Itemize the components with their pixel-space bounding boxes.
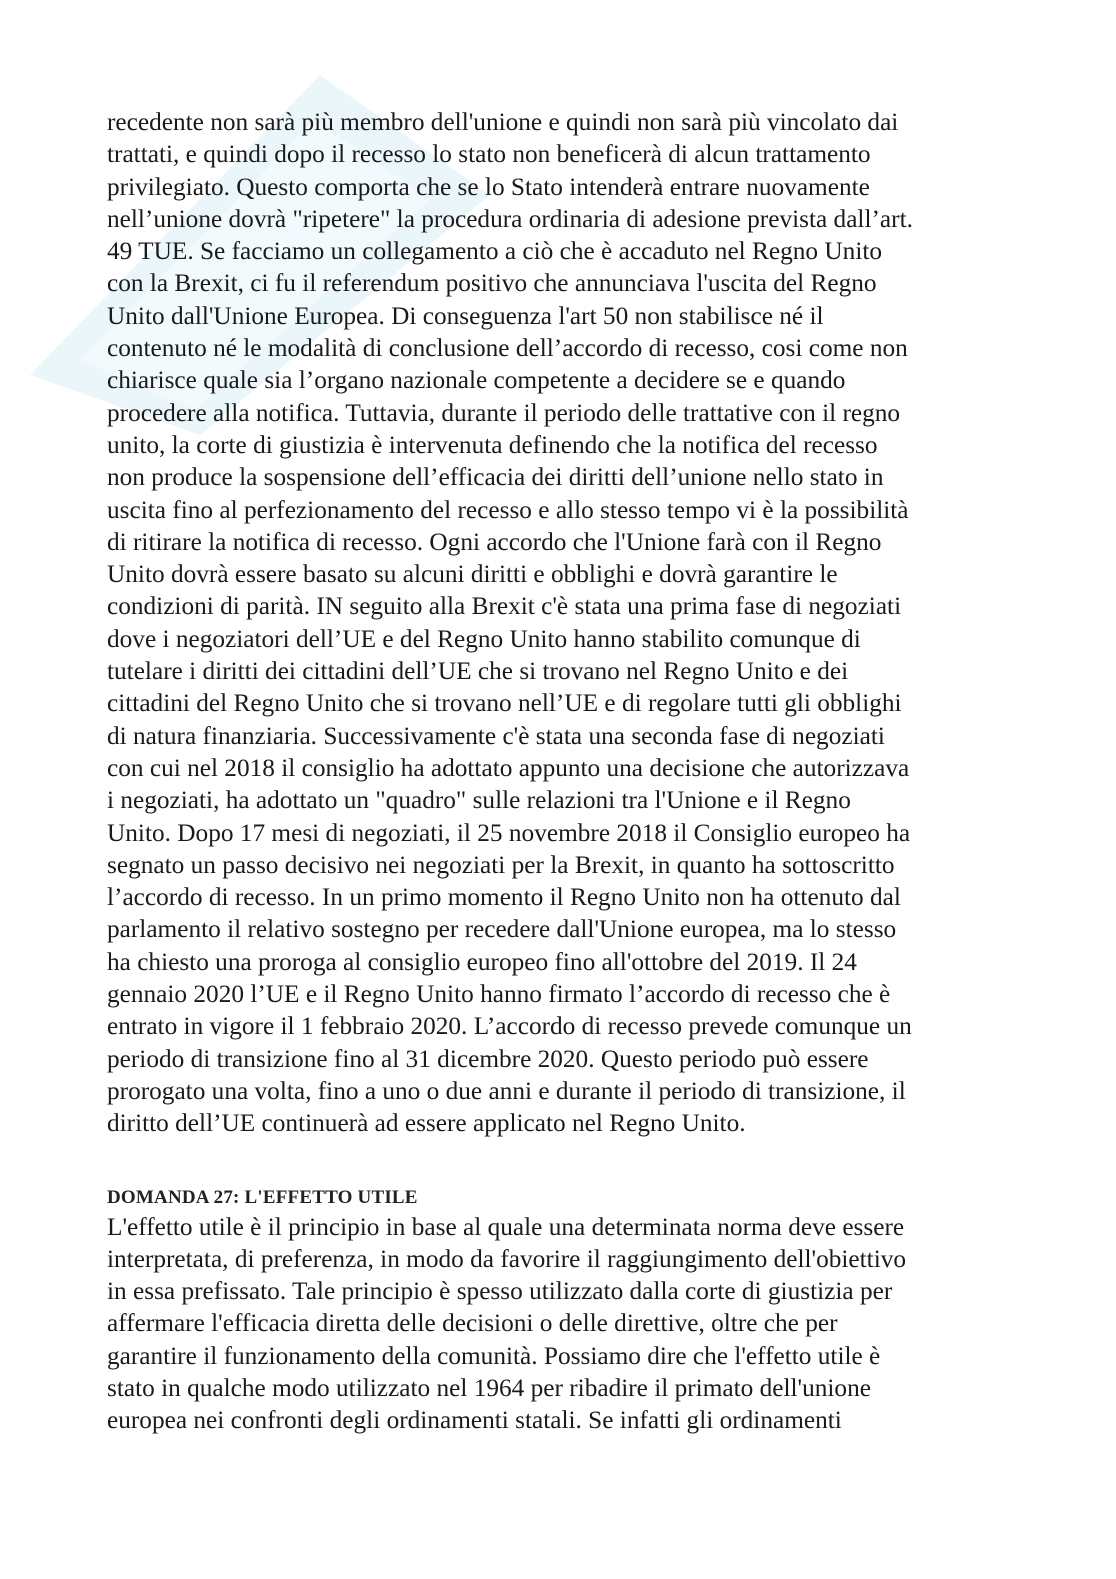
text-line: con cui nel 2018 il consiglio ha adottato appunto una decisione che autorizzava	[107, 753, 910, 782]
text-line: Unito dall'Unione Europea. Di conseguenza l'art 50 non stabilisce né il	[107, 301, 824, 330]
text-line: i negoziati, ha adottato un "quadro" sulle relazioni tra l'Unione e il Regno	[107, 786, 851, 815]
text-line: europea nei confronti degli ordinamenti statali. Se infatti gli ordinamenti	[107, 1406, 842, 1435]
text-line: unito, la corte di giustizia è intervenuta definendo che la notifica del recesso	[107, 430, 878, 459]
text-line: contenuto né le modalità di conclusione dell’accordo di recesso, cosi come non	[107, 334, 908, 363]
text-line: interpretata, di preferenza, in modo da favorire il raggiungimento dell'obiettivo	[107, 1244, 907, 1273]
text-line: dove i negoziatori dell’UE e del Regno Unito hanno stabilito comunque di	[107, 624, 861, 653]
text-line: l’accordo di recesso. In un primo momento il Regno Unito non ha ottenuto dal	[107, 883, 901, 912]
text-line: di natura finanziaria. Successivamente c'è stata una seconda fase di negoziati	[107, 721, 885, 750]
text-line: non produce la sospensione dell’efficacia dei diritti dell’unione nello stato in	[107, 463, 884, 492]
text-line: cittadini del Regno Unito che si trovano nell’UE e di regolare tutti gli obblighi	[107, 689, 902, 718]
text-line: ha chiesto una proroga al consiglio europeo fino all'ottobre del 2019. Il 24	[107, 947, 857, 976]
text-line: prorogato una volta, fino a uno o due anni e durante il periodo di transizione, il	[107, 1076, 906, 1105]
text-line: stato in qualche modo utilizzato nel 1964 per ribadire il primato dell'unione	[107, 1373, 871, 1402]
section-domanda-27	[107, 1185, 1012, 1437]
text-line: recedente non sarà più membro dell'unione e quindi non sarà più vincolato dai	[107, 108, 899, 136]
question-heading: DOMANDA 27: L'EFFETTO UTILE	[107, 1186, 418, 1208]
text-line: tutelare i diritti dei cittadini dell’UE che si trovano nel Regno Unito e dei	[107, 657, 849, 686]
document-page	[107, 106, 1012, 1437]
text-line: chiarisce quale sia l’organo nazionale competente a decidere se e quando	[107, 366, 846, 395]
text-line: nell’unione dovrà "ripetere" la procedura ordinaria di adesione prevista dall’art.	[107, 204, 913, 233]
text-line: 49 TUE. Se facciamo un collegamento a ciò che è accaduto nel Regno Unito	[107, 237, 883, 266]
text-line: entrato in vigore il 1 febbraio 2020. L’accordo di recesso prevede comunque un	[107, 1012, 912, 1041]
text-line: trattati, e quindi dopo il recesso lo stato non beneficerà di alcun trattamento	[107, 140, 871, 169]
text-line: affermare l'efficacia diretta delle decisioni o delle direttive, oltre che per	[107, 1309, 838, 1338]
text-line: periodo di transizione fino al 31 dicembre 2020. Questo periodo può essere	[107, 1044, 869, 1073]
text-line: uscita fino al perfezionamento del recesso e allo stesso tempo vi è la possibilità	[107, 495, 909, 524]
text-line: Unito dovrà essere basato su alcuni diritti e obblighi e dovrà garantire le	[107, 560, 838, 589]
text-line: gennaio 2020 l’UE e il Regno Unito hanno firmato l’accordo di recesso che è	[107, 980, 891, 1009]
text-line: di ritirare la notifica di recesso. Ogni accordo che l'Unione farà con il Regno	[107, 527, 882, 556]
section-brexit-recesso	[107, 106, 1012, 1140]
section-spacer	[107, 1140, 1012, 1185]
text-line: privilegiato. Questo comporta che se lo Stato intenderà entrare nuovamente	[107, 172, 870, 201]
text-line: in essa prefissato. Tale principio è spesso utilizzato dalla corte di giustizia per	[107, 1277, 893, 1306]
text-line: diritto dell’UE continuerà ad essere applicato nel Regno Unito.	[107, 1109, 746, 1138]
text-line: parlamento il relativo sostegno per recedere dall'Unione europea, ma lo stesso	[107, 915, 897, 944]
text-line: procedere alla notifica. Tuttavia, durante il periodo delle trattative con il regno	[107, 398, 901, 427]
text-line: segnato un passo decisivo nei negoziati per la Brexit, in quanto ha sottoscritto	[107, 850, 895, 879]
text-line: garantire il funzionamento della comunità. Possiamo dire che l'effetto utile è	[107, 1341, 881, 1370]
text-line: con la Brexit, ci fu il referendum positivo che annunciava l'uscita del Regno	[107, 269, 877, 298]
text-line: Unito. Dopo 17 mesi di negoziati, il 25 novembre 2018 il Consiglio europeo ha	[107, 818, 911, 847]
text-line: condizioni di parità. IN seguito alla Brexit c'è stata una prima fase di negoziati	[107, 592, 902, 621]
text-line: L'effetto utile è il principio in base al quale una determinata norma deve essere	[107, 1212, 905, 1241]
